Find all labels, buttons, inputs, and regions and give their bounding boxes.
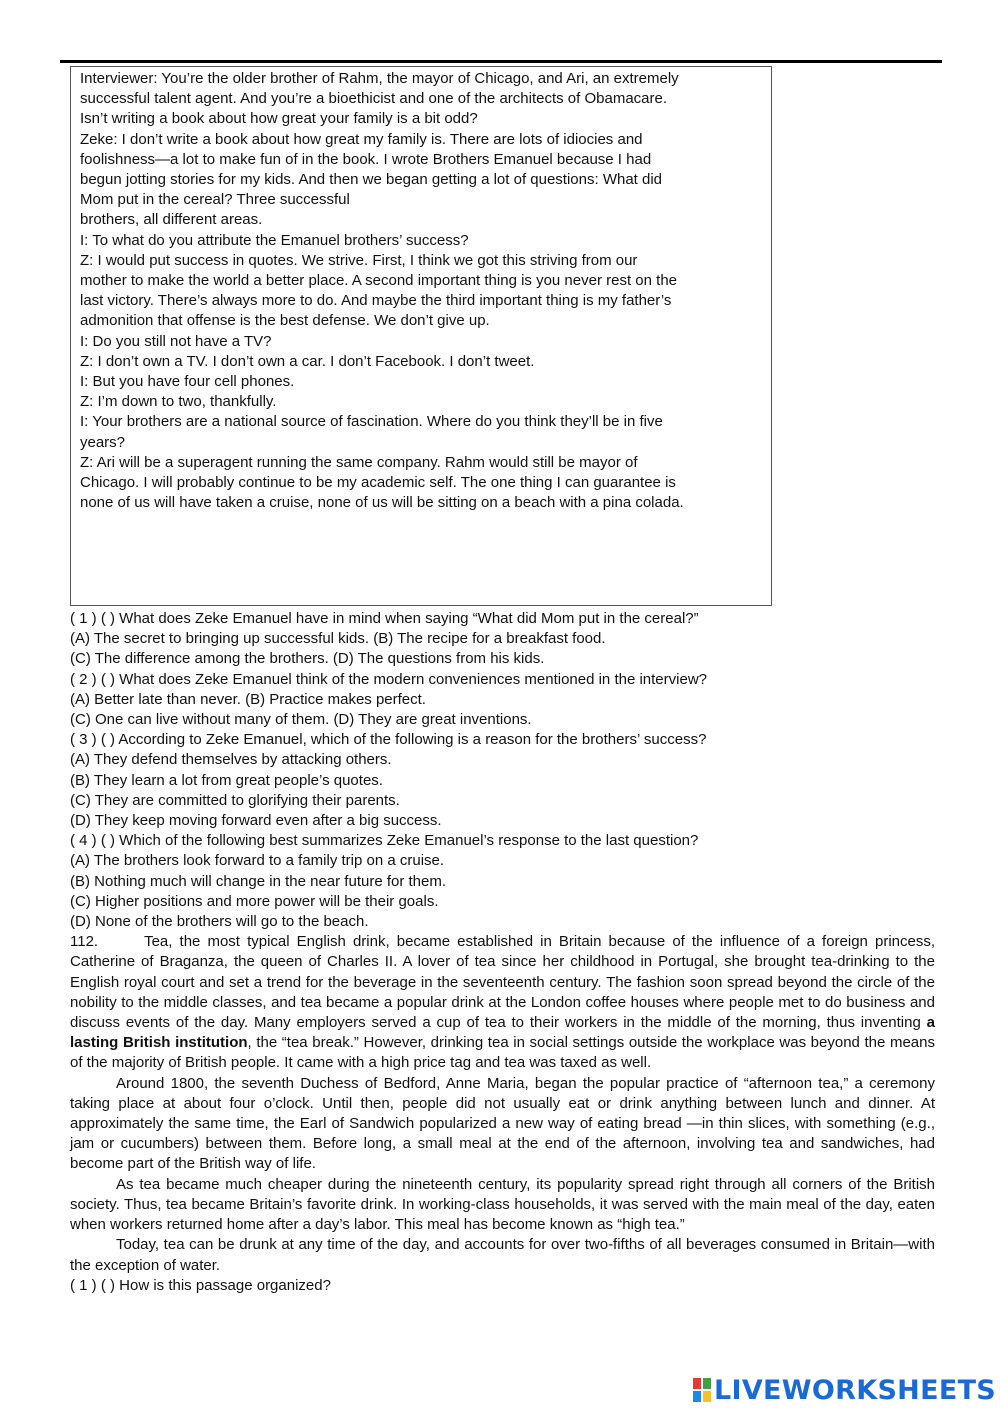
option-line: (C) The difference among the brothers. (D) The questions from his kids. (70, 650, 545, 668)
interview-line: Mom put in the cereal? Three successful (80, 191, 350, 209)
question-line: ( 1 ) ( ) What does Zeke Emanuel have in mind when saying “What did Mom put in the cereal?” (70, 610, 699, 627)
liveworksheets-logo[interactable] (692, 1375, 996, 1405)
option-line: (D) None of the brothers will go to the beach. (70, 913, 369, 931)
passage-bold-phrase: a lasting British institution (70, 1014, 935, 1052)
option-line: (A) They defend themselves by attacking others. (70, 751, 392, 769)
interview-line: I: To what do you attribute the Emanuel brothers’ success? (80, 231, 469, 249)
interview-line: none of us will have taken a cruise, none of us will be sitting on a beach with a pina colada. (80, 494, 684, 512)
interview-line: mother to make the world a better place. A second important thing is you never rest on the (80, 272, 677, 290)
logo-grid-icon (692, 1377, 712, 1403)
interview-line: admonition that offense is the best defense. We don’t give up. (80, 312, 490, 330)
interview-line: I: Your brothers are a national source of fascination. Where do you think they’ll be in five (80, 413, 663, 431)
option-line: (B) Nothing much will change in the near future for them. (70, 872, 447, 890)
content-area (70, 609, 935, 1296)
interview-box (70, 66, 772, 606)
question-line: ( 4 ) ( ) Which of the following best summarizes Zeke Emanuel’s response to the last question? (70, 832, 699, 850)
interview-line: last victory. There’s always more to do. And maybe the third important thing is my father’s (80, 292, 672, 310)
question-line: ( 3 ) ( ) According to Zeke Emanuel, which of the following is a reason for the brothers’ success? (70, 731, 707, 749)
interview-line: begun jotting stories for my kids. And then we began getting a lot of questions: What did (80, 171, 663, 189)
option-line: (C) They are committed to glorifying their parents. (70, 791, 400, 809)
top-rule (60, 60, 942, 63)
interview-line: Interviewer: You’re the older brother of Rahm, the mayor of Chicago, and Ari, an extremely (80, 70, 679, 87)
passage-paragraph-1 (70, 932, 935, 1073)
interview-line: successful talent agent. And you’re a bioethicist and one of the architects of Obamacare. (80, 90, 668, 108)
interview-line: Z: I don’t own a TV. I don’t own a car. I don’t Facebook. I don’t tweet. (80, 352, 535, 370)
option-line: (C) Higher positions and more power will be their goals. (70, 892, 439, 910)
option-line: (A) The secret to bringing up successful kids. (B) The recipe for a breakfast food. (70, 630, 606, 648)
passage-p1-tail: , the “tea break.” However, drinking tea in social settings outside the workplace was beyond the means of the majority of British people. It came with a high price tag and tea was taxed as well. (70, 1034, 935, 1072)
interview-line: Z: I’m down to two, thankfully. (80, 393, 277, 411)
option-line: (C) One can live without many of them. (D) They are great inventions. (70, 711, 532, 729)
passage-number: 112. (70, 933, 99, 951)
question-line: ( 2 ) ( ) What does Zeke Emanuel think of the modern conveniences mentioned in the interview? (70, 670, 707, 688)
interview-line: Chicago. I will probably continue to be my academic self. The one thing I can guarantee is (80, 474, 676, 492)
passage-paragraph-2: Around 1800, the seventh Duchess of Bedford, Anne Maria, began the popular practice of “afternoon tea,” a ceremony taking place at about four o’clock. Until then, people did not usually eat or drink anything between lunch and dinner. At approximately the same time, the Earl of Sandwich popularized a new way of eating bread —in thin slices, with something (e.g., jam or cucumbers) between them. Before long, a small meal at the end of the afternoon, involving tea and sandwiches, had become part of the British way of life. (70, 1074, 935, 1173)
interview-line: I: Do you still not have a TV? (80, 332, 272, 350)
option-line: (D) They keep moving forward even after a big success. (70, 812, 442, 830)
interview-line: Z: Ari will be a superagent running the same company. Rahm would still be mayor of (80, 453, 638, 471)
option-line: (B) They learn a lot from great people’s quotes. (70, 771, 383, 789)
passage-paragraph-4: Today, tea can be drunk at any time of the day, and accounts for over two-fifths of all beverages consumed in Britain—with the exception of water. (70, 1236, 935, 1274)
logo-text: LIVEWORKSHEETS (714, 1374, 997, 1406)
interview-line: Isn’t writing a book about how great your family is a bit odd? (80, 110, 478, 128)
interview-line: Zeke: I don’t write a book about how great my family is. There are lots of idiocies and (80, 130, 643, 148)
passage-p1-text: Tea, the most typical English drink, became established in Britain because of the influence of a foreign princess, Catherine of Braganza, the queen of Charles II. A lover of tea since her childhood in Portugal, she brought tea-drinking to the English royal court and set a trend for the beverage in the seventeenth century. The fashion soon spread beyond the circle of the nobility to the middle classes, and tea became a popular drink at the London coffee houses where people met to do business and discuss events of the day. Many employers served a cup of tea to their workers in the middle of the morning, thus inventing (70, 933, 935, 1032)
option-line: (A) The brothers look forward to a family trip on a cruise. (70, 852, 445, 870)
passage-paragraph-3: As tea became much cheaper during the nineteenth century, its popularity spread right through all corners of the British society. Thus, tea became Britain’s favorite drink. In working-class households, it was served with the main meal of the day, eaten when workers returned home after a day’s labor. This meal has become known as “high tea.” (70, 1175, 935, 1234)
interview-line: brothers, all different areas. (80, 211, 263, 229)
question-organization: ( 1 ) ( ) How is this passage organized? (70, 1276, 331, 1294)
option-line: (A) Better late than never. (B) Practice makes perfect. (70, 690, 426, 708)
interview-line: I: But you have four cell phones. (80, 373, 295, 391)
interview-line: Z: I would put success in quotes. We strive. First, I think we got this striving from our (80, 251, 638, 269)
interview-line: foolishness—a lot to make fun of in the book. I wrote Brothers Emanuel because I had (80, 150, 652, 168)
questions-part1 (70, 609, 935, 932)
interview-line: years? (80, 433, 126, 451)
